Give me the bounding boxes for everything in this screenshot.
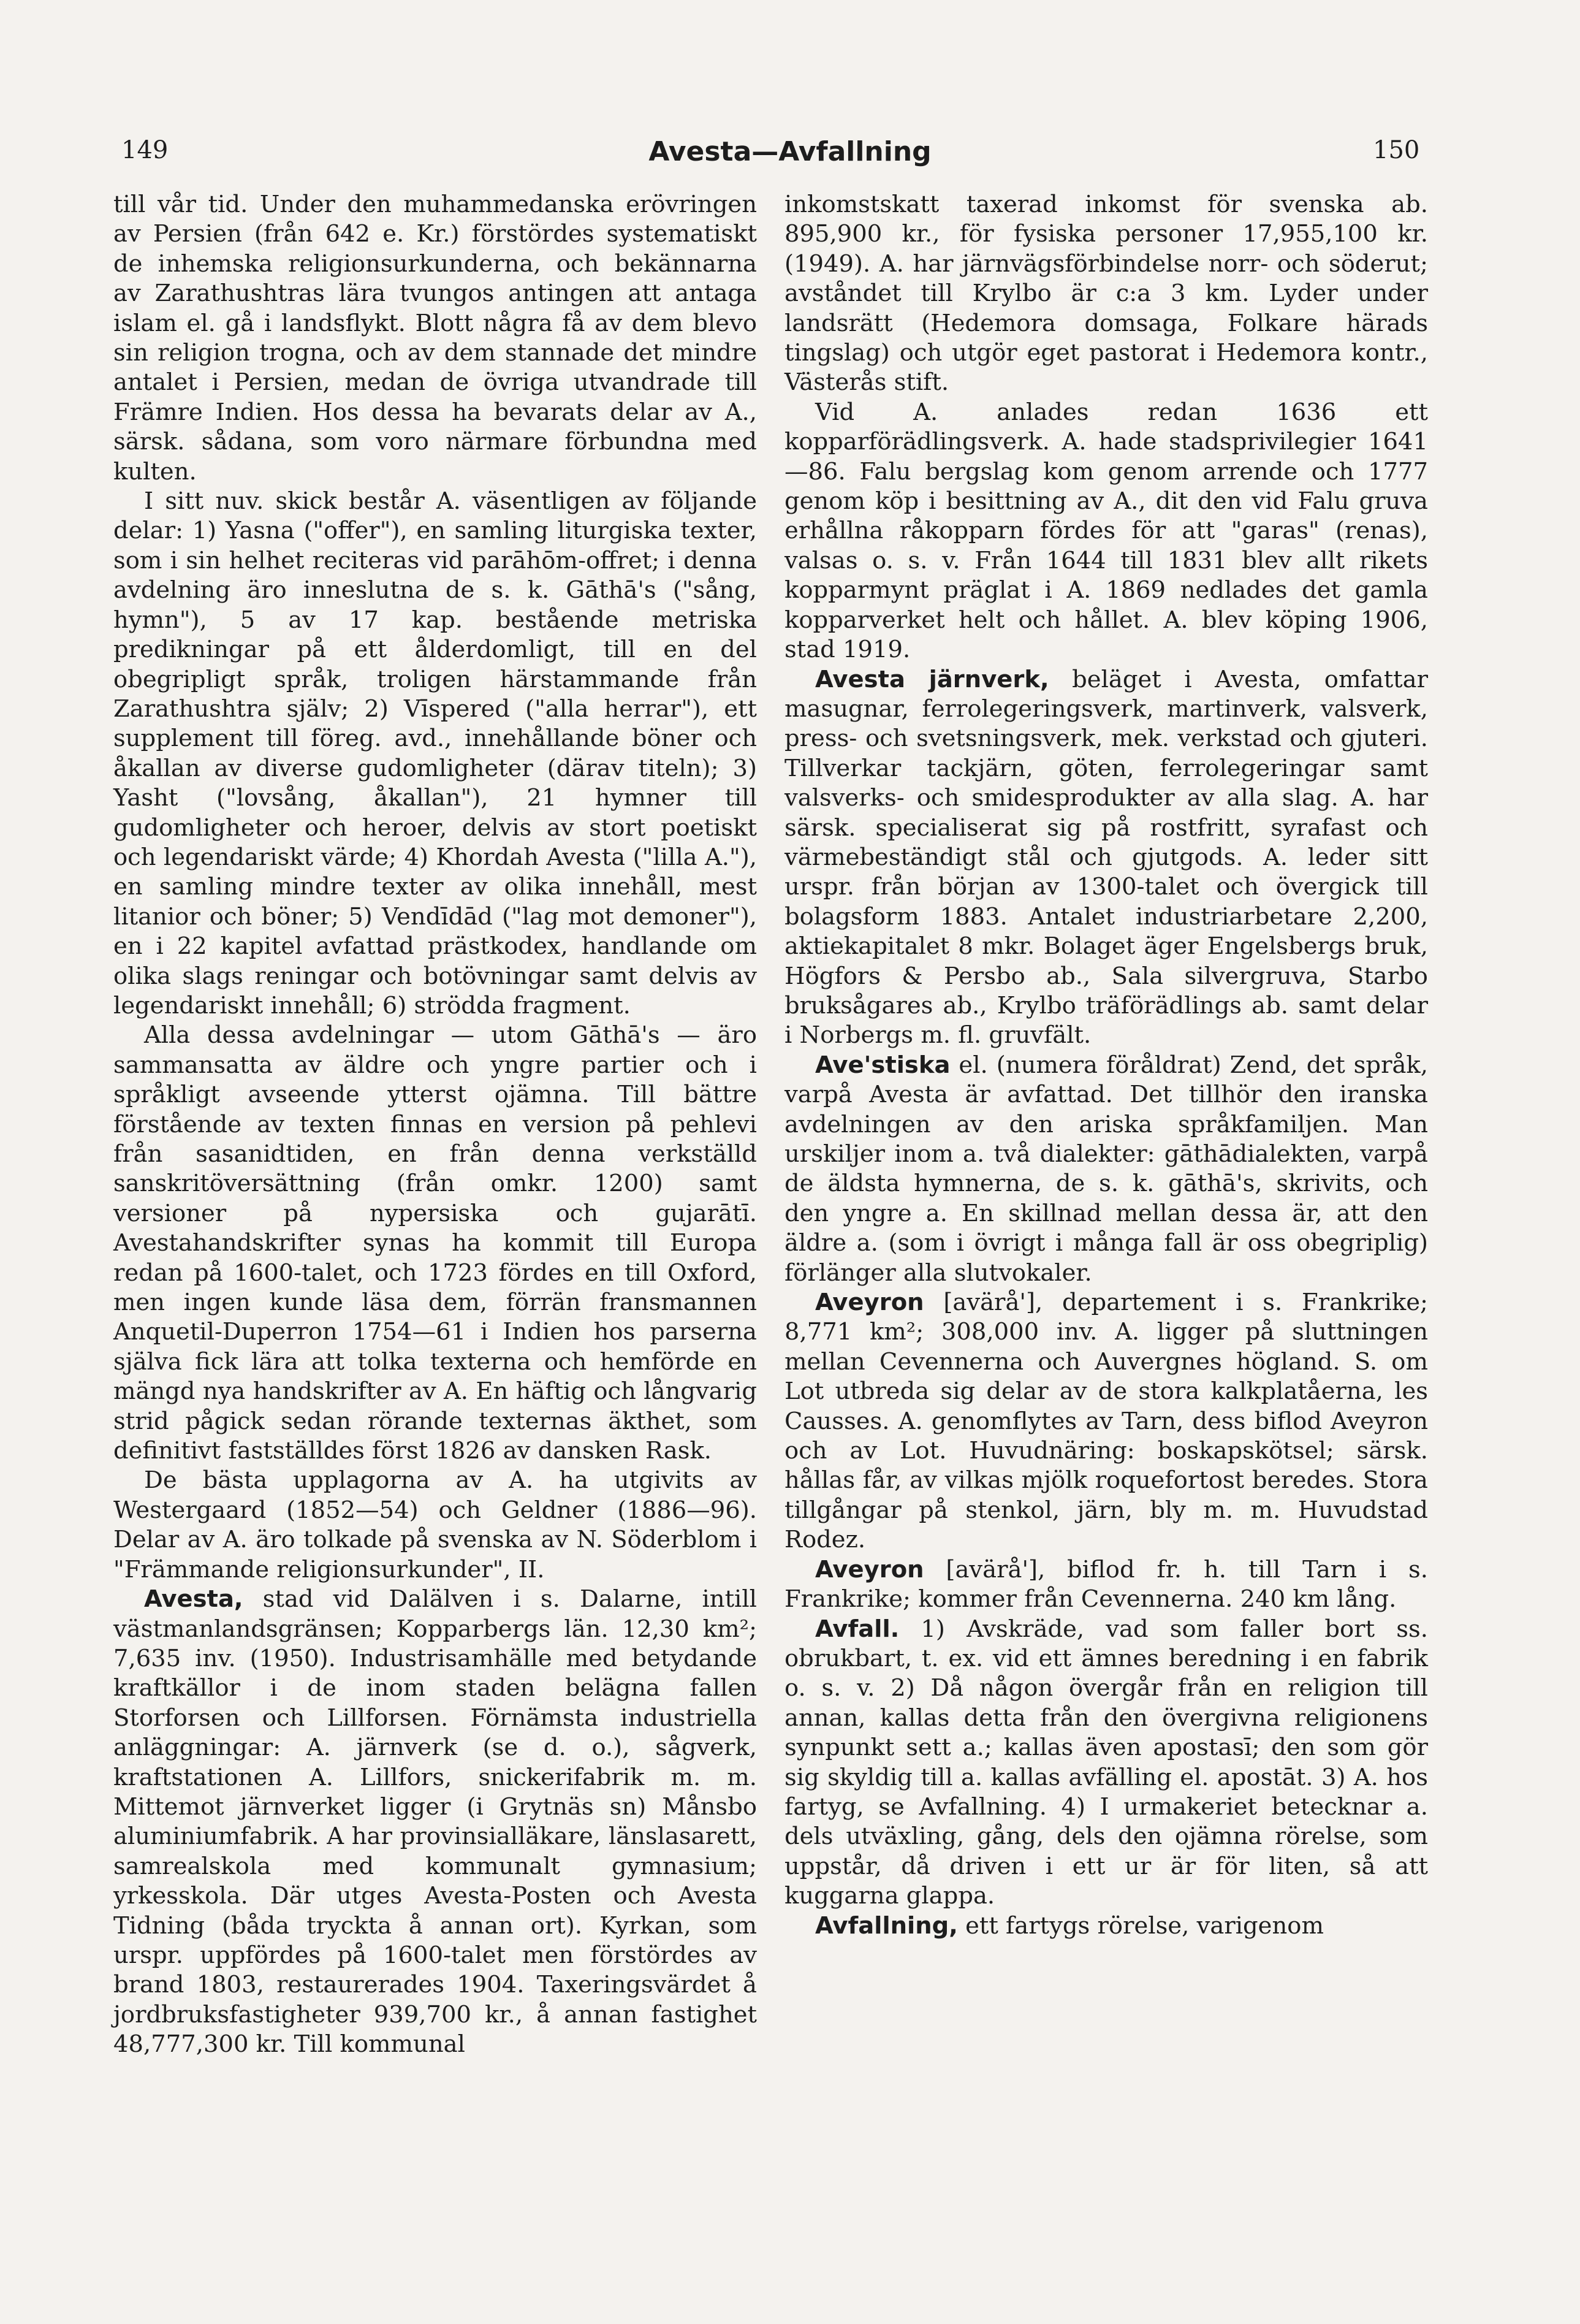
paragraph: Vid A. anlades redan 1636 ett kopparförädlingsverk. A. hade stadsprivilegier 1641—86. Falu bergslag kom genom arrende och 1777 genom köp i besittning av A., dit den vid Falu gruva erhållna råkopparn fördes för att "garas" (renas), valsas o. s. v. Från 1644 till 1831 blev allt rikets kopparmynt präglat i A. 1869 nedlades det gamla kopparverket helt och hållet. A. blev köping 1906, stad 1919. bbox=[784, 398, 1428, 664]
entry-text: ett fartygs rörelse, varigenom bbox=[957, 1911, 1324, 1940]
paragraph: Alla dessa avdelningar — utom Gāthā's — äro sammansatta av äldre och yngre partier och i språkligt avseende ytterst ojämna. Till bättre förstående av texten finnas en version på pehlevi från sasanidtiden, en från denna verkställd sanskritöversättning (från omkr. 1200) samt versioner på nypersiska och gujarātī. Avestahandskrifter synas ha kommit till Europa redan på 1600-talet, och 1723 fördes en till Oxford, men ingen kunde läsa dem, förrän fransmannen Anquetil-Duperron 1754—61 i Indien hos parserna själva fick lära att tolka texterna och hemförde en mängd nya handskrifter av A. En häftig och långvarig strid pågick sedan rörande texternas äkthet, som definitivt fastställdes först 1826 av dansken Rask. bbox=[113, 1021, 757, 1465]
headword: Ave'stiska bbox=[815, 1051, 951, 1079]
running-header bbox=[0, 136, 1580, 179]
entry-text: beläget i Avesta, omfattar masugnar, ferrolegeringsverk, martinverk, valsverk, press- och svetsningsverk, mek. verkstad och gjuteri. Tillverkar tackjärn, göten, ferrolegeringar samt valsverks- och smidesprodukter av alla slag. A. har särsk. specialiserat sig på rostfritt, syrafast och värmebeständigt stål och gjutgods. A. leder sitt urspr. från början av 1300-talet och övergick till bolagsform 1883. Antalet industriarbetare 2,200, aktiekapitalet 8 mkr. Bolaget äger Engelsbergs bruk, Högfors & Persbo ab., Sala silvergruva, Starbo bruksågares ab., Krylbo träförädlings ab. samt delar i Norbergs m. fl. gruvfält. bbox=[784, 665, 1428, 1050]
page-number-left: 149 bbox=[121, 136, 169, 164]
headword: Avfallning, bbox=[815, 1911, 958, 1940]
entry-text: [avärå'], departement i s. Frankrike; 8,771 km²; 308,000 inv. A. ligger på sluttningen mellan Cevennerna och Auvergnes högland. S. om Lot utbreda sig delar av de stora kalkplatåerna, les Causses. A. genomflytes av Tarn, dess biflod Aveyron och av Lot. Huvudnäring: boskapskötsel; särsk. hållas får, av vilkas mjölk roquefortost beredes. Stora tillgångar på stenkol, järn, bly m. m. Huvudstad Rodez. bbox=[784, 1289, 1428, 1554]
entry-text: [avärå'], biflod fr. h. till Tarn i s. Frankrike; kommer från Cevennerna. 240 km lång. bbox=[784, 1555, 1428, 1613]
entry-avesta-jarnverk bbox=[784, 665, 1428, 1051]
entry-aveyron-river bbox=[784, 1555, 1428, 1615]
headword: Avfall. bbox=[815, 1615, 900, 1643]
headword: Aveyron bbox=[815, 1555, 924, 1583]
running-title: Avesta—Avfallning bbox=[648, 136, 932, 167]
paragraph: I sitt nuv. skick består A. väsentligen av följande delar: 1) Yasna ("offer"), en samling liturgiska texter, som i sin helhet reciteras vid parāhōm-offret; i denna avdelning äro inneslutna de s. k. Gāthā's ("sång, hymn"), 5 av 17 kap. bestående metriska predikningar på ett ålderdomligt, till en del obegripligt språk, troligen härstammande från Zarathushtra själv; 2) Vīspered ("alla herrar"), ett supplement till föreg. avd., innehållande böner och åkallan av diverse gudomligheter (därav titeln); 3) Yasht ("lovsång, åkallan"), 21 hymner till gudomligheter och heroer, delvis av stort poetiskt och legendariskt värde; 4) Khordah Avesta ("lilla A."), en samling mindre texter av olika innehåll, mest litanior och böner; 5) Vendīdād ("lag mot demoner"), en i 22 kapitel avfattad prästkodex, handlande om olika slags reningar och botövningar samt delvis av legendariskt innehåll; 6) strödda fragment. bbox=[113, 487, 757, 1019]
paragraph: inkomstskatt taxerad inkomst för svenska ab. 895,900 kr., för fysiska personer 17,955,100 kr. (1949). A. har järnvägsförbindelse norr- och söderut; avståndet till Krylbo är c:a 3 km. Lyder under landsrätt (Hedemora domsaga, Folkare härads tingslag) och utgör eget pastorat i Hedemora kontr., Västerås stift. bbox=[784, 191, 1428, 397]
headword: Avesta, bbox=[144, 1585, 243, 1613]
paragraph: till vår tid. Under den muhammedanska erövringen av Persien (från 642 e. Kr.) förstördes systematiskt de inhemska religionsurkunderna, och bekännarna av Zarathushtras lära tvungos antingen att antaga islam el. gå i landsflykt. Blott några få av dem blevo sin religion trogna, och av dem stannade det mindre antalet i Persien, medan de övriga utvandrade till Främre Indien. Hos dessa ha bevarats delar av A., särsk. sådana, som voro närmare förbundna med kulten. bbox=[113, 191, 757, 486]
entry-text: 1) Avskräde, vad som faller bort ss. obrukbart, t. ex. vid ett ämnes beredning i en fabrik o. s. v. 2) Då någon övergår från en religion till annan, kallas detta från den övergivna religionens synpunkt sett a.; kallas även apostasī; den som gör sig skyldig till a. kallas avfälling el. apostāt. 3) A. hos fartyg, se Avfallning. 4) I urmakeriet betecknar a. dels utväxling, gång, dels den ojämna rörelse, som uppstår, då driven i ett ur är för liten, så att kuggarna glappa. bbox=[784, 1615, 1428, 1910]
left-column bbox=[113, 190, 757, 2060]
entry-avestiska bbox=[784, 1051, 1428, 1288]
headword: Avesta järnverk, bbox=[815, 665, 1049, 693]
entry-text: stad vid Dalälven i s. Dalarne, intill västmanlandsgränsen; Kopparbergs län. 12,30 km²; 7,635 inv. (1950). Industrisamhälle med betydande kraftkällor i de inom staden belägna fallen Storforsen och Lillforsen. Förnämsta industriella anläggningar: A. järnverk (se d. o.), sågverk, kraftstationen A. Lillfors, snickerifabrik m. m. Mittemot järnverket ligger (i Grytnäs sn) Månsbo aluminiumfabrik. A har provinsialläkare, länslasarett, samrealskola med kommunalt gymnasium; yrkesskola. Där utges Avesta-Posten och Avesta Tidning (båda tryckta å annan ort). Kyrkan, som urspr. uppfördes på 1600-talet men förstördes av brand 1803, restaurerades 1904. Taxeringsvärdet å jordbruksfastigheter 939,700 kr., å annan fastighet 48,777,300 kr. Till kommunal bbox=[113, 1585, 757, 2059]
entry-avfallning bbox=[784, 1911, 1428, 1941]
paragraph: De bästa upplagorna av A. ha utgivits av Westergaard (1852—54) och Geldner (1886—96). Delar av A. äro tolkade på svenska av N. Söderblom i "Främmande religionsurkunder", II. bbox=[113, 1466, 757, 1583]
entry-aveyron-department bbox=[784, 1288, 1428, 1555]
entry-text: el. (numera föråldrat) Zend, det språk, varpå Avesta är avfattad. Det tillhör den iranska avdelningen av den ariska språkfamiljen. Man urskiljer inom a. två dialekter: gāthādialekten, varpå de äldsta hymnerna, de s. k. gāthā's, skrivits, och den yngre a. En skillnad mellan dessa är, att den äldre a. (som i övrigt i många fall är oss obegriplig) förlänger alla slutvokaler. bbox=[784, 1051, 1428, 1287]
right-column bbox=[784, 190, 1428, 1941]
page-number-right: 150 bbox=[1373, 136, 1420, 164]
entry-avfall bbox=[784, 1615, 1428, 1911]
entry-avesta bbox=[113, 1585, 757, 2060]
headword: Aveyron bbox=[815, 1289, 924, 1317]
